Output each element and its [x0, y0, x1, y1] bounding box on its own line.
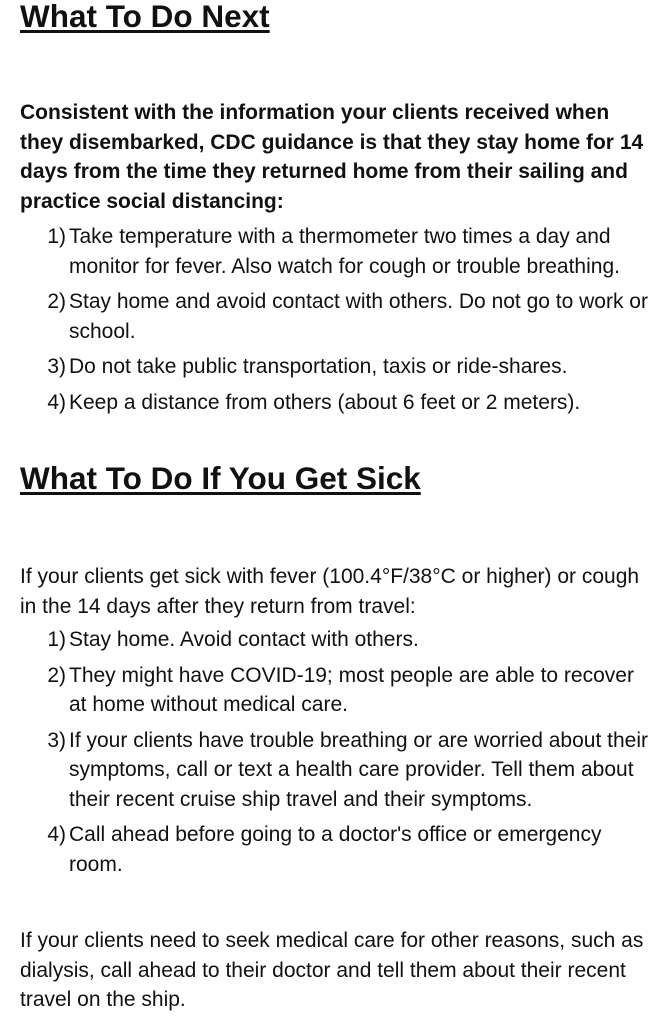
list-item — [20, 352, 652, 382]
closing-paragraph: If your clients need to seek medical care for other reasons, such as dialysis, call ahead to their doctor and tell them about their recent travel on the ship. — [20, 929, 644, 1011]
list-item-number: 2) — [47, 290, 66, 313]
list-item — [20, 661, 652, 720]
list-item-text: Stay home. Avoid contact with others. — [69, 628, 419, 651]
list-item-text: Keep a distance from others (about 6 feet or 2 meters). — [69, 390, 581, 414]
steps-list-what-to-do-next — [20, 222, 652, 423]
list-item-text: Take temperature with a thermometer two times a day and monitor for fever. Also watch for cough or trouble breathing. — [69, 225, 620, 278]
list-item-number: 1) — [47, 225, 66, 248]
section-intro-paragraph: If your clients get sick with fever (100.4°F/38°C or higher) or cough in the 14 days after they return from travel: — [20, 565, 640, 618]
list-item — [20, 625, 652, 655]
list-item-number: 1) — [47, 628, 66, 651]
steps-list-what-to-do-if-sick — [20, 625, 652, 885]
section-heading-what-to-do-if-sick: What To Do If You Get Sick — [20, 460, 421, 496]
list-item-text: Do not take public transportation, taxis or ride-shares. — [69, 355, 568, 378]
list-item-text: Stay home and avoid contact with others. Do not go to work or school. — [69, 290, 648, 343]
list-item-number: 2) — [47, 663, 66, 687]
list-item — [20, 820, 652, 879]
list-item-number: 4) — [47, 823, 66, 846]
list-item — [20, 287, 652, 346]
list-item — [20, 222, 652, 281]
list-item-text: Call ahead before going to a doctor's office or emergency room. — [69, 823, 602, 876]
list-item-number: 3) — [47, 355, 66, 378]
section-heading-what-to-do-next: What To Do Next — [20, 0, 270, 34]
list-item — [20, 726, 652, 815]
list-item-text: If your clients have trouble breathing or are worried about their symptoms, call or text a health care provider. Tell them about their recent cruise ship travel and their symptoms. — [69, 728, 648, 811]
list-item-number: 4) — [47, 390, 66, 414]
list-item-text: They might have COVID-19; most people are able to recover at home without medical care. — [69, 663, 634, 716]
list-item-number: 3) — [47, 728, 66, 752]
section-intro-paragraph: Consistent with the information your clients received when they disembarked, CDC guidance is that they stay home for 14 days from the time they returned home from their sailing and practice social distancing: — [20, 101, 644, 213]
list-item — [20, 388, 652, 418]
